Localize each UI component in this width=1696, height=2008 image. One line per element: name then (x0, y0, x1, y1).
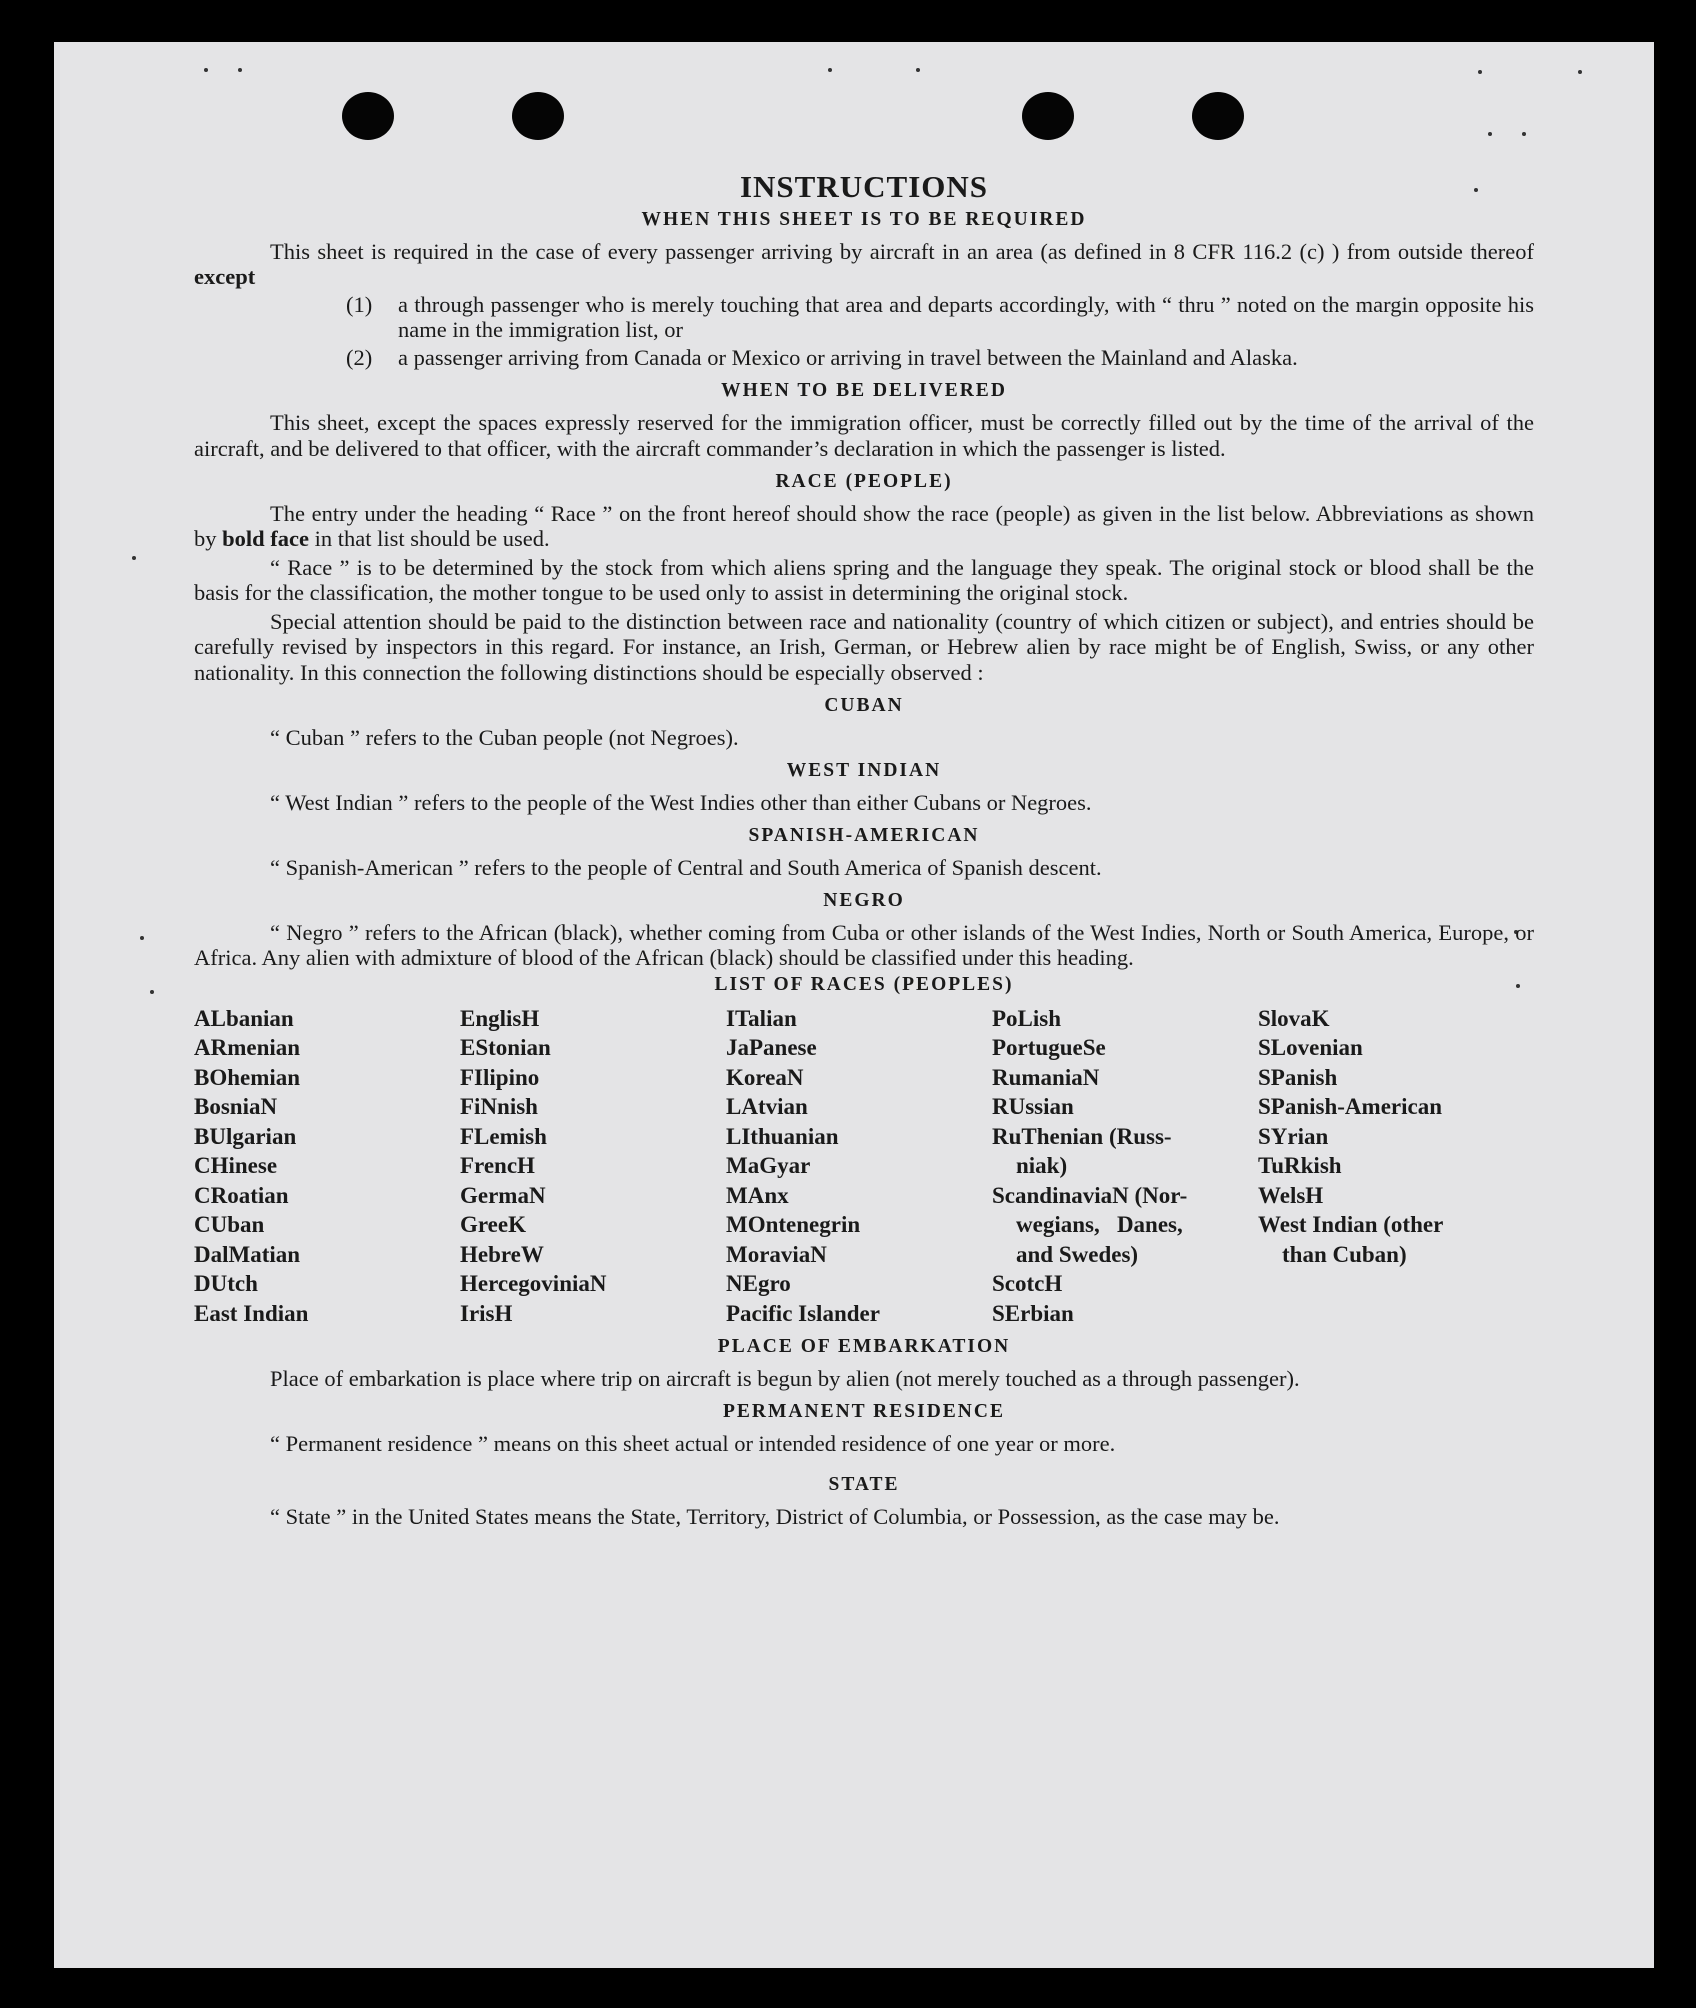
paragraph-when-delivered: This sheet, except the spaces expressly reserved for the immigration officer, must be correctly filled out by the time of the arrival of the aircraft, and be delivered to that officer, with the aircraft commander’s declaration in which the passenger is listed. (194, 410, 1534, 461)
heading-embarkation: PLACE OF EMBARKATION (717, 1336, 1011, 1358)
paragraph-when-required: This sheet is required in the case of every passenger arriving by aircraft in an area (as defined in 8 CFR 116.2 (c) ) from outside thereof except (194, 238, 1534, 289)
race-item: MOntenegrin (726, 1212, 861, 1238)
race-item-continuation: niak) (1016, 1153, 1068, 1179)
race-item: PortugueSe (992, 1035, 1106, 1061)
race-item: HebreW (460, 1241, 544, 1267)
punch-hole (342, 92, 394, 140)
race-item: DalMatian (194, 1241, 301, 1267)
race-item-continuation: wegians, Danes, (1016, 1212, 1183, 1238)
race-item: BosniaN (194, 1094, 278, 1120)
speck (132, 556, 136, 560)
paragraph-negro: “ Negro ” refers to the African (black), whether coming from Cuba or other islands of the West Indies, North or South America, Europe, or Africa. Any alien with admixture of blood of the African (black) should be classified under this heading. (194, 919, 1534, 970)
heading-cuban: CUBAN (824, 694, 904, 716)
race-item: SPanish (1258, 1064, 1338, 1090)
heading-list-of-races: LIST OF RACES (PEOPLES) (714, 974, 1014, 996)
race-item: HercegoviniaN (460, 1271, 607, 1297)
exception-item-2: (2) a passenger arriving from Canada or Mexico or arriving in travel between the Mainland and Alaska. (346, 345, 1298, 371)
speck (1522, 132, 1526, 136)
heading-permanent-residence: PERMANENT RESIDENCE (723, 1401, 1005, 1423)
heading-negro: NEGRO (823, 889, 905, 911)
race-list (194, 1004, 1534, 1329)
race-item: LAtvian (726, 1094, 808, 1120)
race-item: GreeK (460, 1212, 526, 1238)
race-item: NEgro (726, 1271, 791, 1297)
punch-hole (1022, 92, 1074, 140)
race-item: FLemish (460, 1123, 547, 1149)
paragraph-state: “ State ” in the United States means the State, Territory, District of Columbia, or Possession, as the case may be. (270, 1504, 1280, 1530)
race-column (460, 1004, 726, 1329)
race-item: RuThenian (Russ- (992, 1123, 1172, 1149)
race-item: TuRkish (1258, 1153, 1342, 1179)
race-item: MaGyar (726, 1153, 811, 1179)
race-item: ALbanian (194, 1005, 294, 1031)
race-item: ARmenian (194, 1035, 301, 1061)
race-column (992, 1004, 1258, 1329)
race-item: FIlipino (460, 1064, 540, 1090)
race-item: RumaniaN (992, 1064, 1100, 1090)
race-item: SlovaK (1258, 1005, 1330, 1031)
paragraph-cuban: “ Cuban ” refers to the Cuban people (not Negroes). (270, 724, 739, 750)
race-item: RUssian (992, 1094, 1074, 1120)
speck (1478, 70, 1482, 74)
race-item: LIthuanian (726, 1123, 839, 1149)
speck (150, 990, 154, 994)
paragraph-spanish-american: “ Spanish-American ” refers to the people of Central and South America of Spanish descent. (270, 854, 1102, 880)
race-item: PoLish (992, 1005, 1062, 1031)
heading-state: STATE (828, 1474, 900, 1496)
speck (1578, 70, 1582, 74)
race-item: CRoatian (194, 1182, 289, 1208)
punch-hole (1192, 92, 1244, 140)
race-column (194, 1004, 460, 1329)
race-item: KoreaN (726, 1064, 804, 1090)
race-item-continuation: than Cuban) (1282, 1241, 1407, 1267)
speck (204, 68, 208, 72)
heading-when-required: WHEN THIS SHEET IS TO BE REQUIRED (641, 208, 1087, 230)
race-item: EStonian (460, 1035, 551, 1061)
race-item: SYrian (1258, 1123, 1329, 1149)
heading-race: RACE (PEOPLE) (775, 470, 953, 492)
instructions-content (194, 170, 1534, 1529)
page-title: INSTRUCTIONS (739, 169, 988, 204)
document-page (54, 42, 1654, 1968)
race-item: JaPanese (726, 1035, 817, 1061)
exception-item-1: (1) a through passenger who is merely touching that area and departs accordingly, with “ thru ” noted on the margin opposite his name in the immigration list, or (346, 291, 1534, 343)
race-item: DUtch (194, 1271, 258, 1297)
race-item: MoraviaN (726, 1241, 827, 1267)
race-item: ScandinaviaN (Nor- (992, 1182, 1188, 1208)
paragraph-race-3: Special attention should be paid to the distinction between race and nationality (country of which citizen or subject), and entries should be carefully revised by inspectors in this regard. For instance, an Irish, German, or Hebrew alien by race might be of English, Swiss, or any other nationality. In this connection the following distinctions should be especially observed : (194, 609, 1534, 685)
race-item: BOhemian (194, 1064, 301, 1090)
race-column (726, 1004, 992, 1329)
race-item-continuation: and Swedes) (1016, 1241, 1139, 1267)
heading-when-delivered: WHEN TO BE DELIVERED (721, 380, 1007, 402)
punch-hole (512, 92, 564, 140)
speck (140, 936, 144, 940)
race-item: IrisH (460, 1300, 513, 1326)
speck (1488, 132, 1492, 136)
race-item: FiNnish (460, 1094, 538, 1120)
paragraph-race-2: “ Race ” is to be determined by the stock from which aliens spring and the language they speak. The original stock or blood shall be the basis for the classification, the mother tongue to be used only to assist in determining the original stock. (194, 554, 1534, 606)
race-item: MAnx (726, 1182, 789, 1208)
race-item: Pacific Islander (726, 1300, 880, 1326)
paragraph-embarkation: Place of embarkation is place where trip on aircraft is begun by alien (not merely touched as a through passenger). (270, 1366, 1300, 1392)
heading-spanish-american: SPANISH-AMERICAN (748, 824, 980, 846)
heading-west-indian: WEST INDIAN (786, 759, 942, 781)
race-column (1258, 1004, 1524, 1329)
race-item: EnglisH (460, 1005, 540, 1031)
paragraph-permanent-residence: “ Permanent residence ” means on this sheet actual or intended residence of one year or more. (270, 1431, 1116, 1457)
speck (828, 68, 832, 72)
speck (916, 68, 920, 72)
race-item: CHinese (194, 1153, 278, 1179)
race-item: WelsH (1258, 1182, 1324, 1208)
race-item: SPanish-American (1258, 1094, 1442, 1120)
race-item: SLovenian (1258, 1035, 1363, 1061)
speck (238, 68, 242, 72)
race-item: GermaN (460, 1182, 546, 1208)
race-item: CUban (194, 1212, 265, 1238)
race-item: West Indian (other (1258, 1212, 1444, 1238)
race-item: FrencH (460, 1153, 535, 1179)
race-item: ITalian (726, 1005, 797, 1031)
race-item: BUlgarian (194, 1123, 297, 1149)
race-item: East Indian (194, 1300, 309, 1326)
paragraph-race-1: The entry under the heading “ Race ” on the front hereof should show the race (people) as given in the list below. Abbreviations as shown by bold face in that list should be used. (194, 500, 1534, 551)
race-item: ScotcH (992, 1271, 1063, 1297)
race-item: SErbian (992, 1300, 1074, 1326)
paragraph-west-indian: “ West Indian ” refers to the people of the West Indies other than either Cubans or Negroes. (270, 789, 1092, 815)
